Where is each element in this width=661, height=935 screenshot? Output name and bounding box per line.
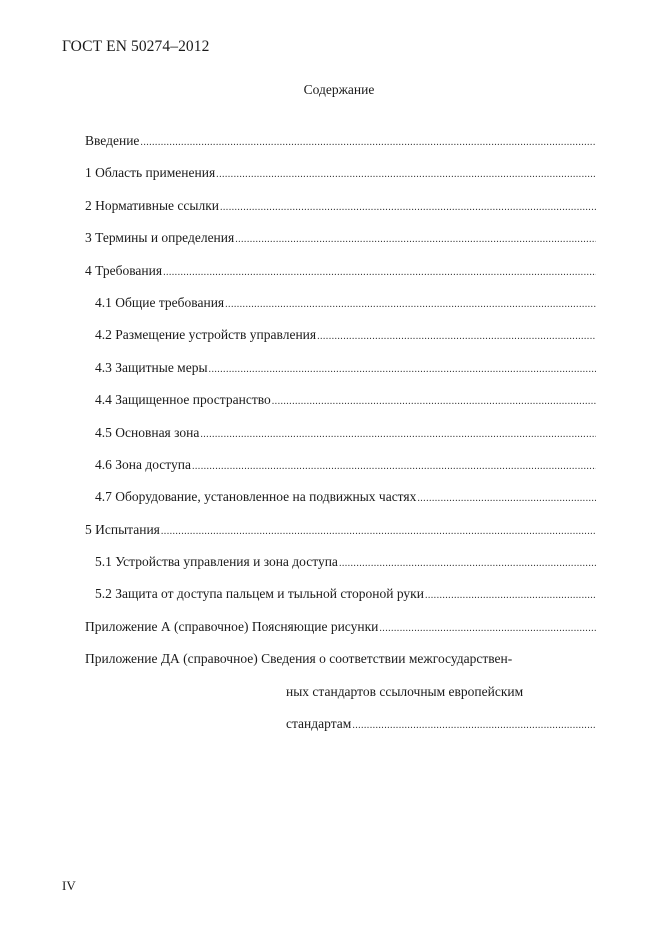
dot-leader [425, 590, 596, 601]
toc-entry-label: 5 Испытания [85, 521, 160, 537]
toc-entry-introduction[interactable] [85, 133, 596, 165]
dot-leader [192, 461, 596, 472]
toc-entry-section-4-3[interactable] [85, 360, 596, 392]
toc-entry-label: Приложение А (справочное) Поясняющие рисунки [85, 618, 379, 634]
toc-entry-section-5-2[interactable] [85, 586, 596, 618]
toc-entry-section-3[interactable] [85, 230, 596, 262]
dot-leader [317, 331, 596, 342]
toc-entry-label: 1 Область применения [85, 165, 216, 181]
toc-entry-label: 5.2 Защита от доступа пальцем и тыльной стороной руки [95, 586, 424, 602]
dot-leader [379, 623, 596, 634]
toc-entry-section-4-5[interactable] [85, 425, 596, 457]
toc-entry-section-5[interactable] [85, 522, 596, 554]
toc-entry-section-5-1[interactable] [85, 554, 596, 586]
dot-leader [339, 558, 596, 569]
toc-entry-label: Введение [85, 133, 140, 148]
dot-leader [163, 267, 596, 278]
dot-leader [209, 364, 596, 375]
page-number: IV [62, 878, 76, 893]
toc-entry-appendix-da[interactable] [85, 651, 596, 748]
toc-entry-appendix-a[interactable] [85, 619, 596, 651]
dot-leader [352, 720, 596, 731]
appendix-da-line-1 [85, 651, 596, 683]
dot-leader [417, 493, 596, 504]
toc-entry-section-4[interactable] [85, 263, 596, 295]
toc-entry-label: ных стандартов ссылочным европейским [286, 683, 524, 699]
toc-entry-label: 4.6 Зона доступа [95, 456, 191, 472]
toc-entry-label: 4.2 Размещение устройств управления [95, 327, 317, 343]
toc-entry-label: 4.5 Основная зона [95, 424, 200, 440]
toc-entry-label: стандартам [286, 716, 352, 732]
toc-entry-label: 4.3 Защитные меры [95, 359, 208, 375]
toc-entry-label: Приложение ДА (справочное) Сведения о соответствии межгосударствен- [85, 651, 513, 667]
dot-leader [272, 396, 596, 407]
toc-entry-label: 5.1 Устройства управления и зона доступа [95, 554, 338, 570]
toc-entry-section-4-7[interactable] [85, 489, 596, 521]
document-code: ГОСТ EN 50274–2012 [62, 38, 210, 55]
dot-leader [216, 169, 596, 180]
toc-entry-label: 3 Термины и определения [85, 230, 235, 246]
table-of-contents [85, 133, 596, 748]
dot-leader [220, 202, 596, 213]
dot-leader [140, 137, 596, 148]
toc-entry-section-4-4[interactable] [85, 392, 596, 424]
toc-title: Содержание [303, 82, 375, 97]
dot-leader [200, 429, 596, 440]
toc-entry-label: 4.4 Защищенное пространство [95, 392, 271, 408]
toc-entry-label: 4.7 Оборудование, установленное на подвижных частях [95, 489, 417, 505]
toc-entry-label: 4.1 Общие требования [95, 294, 225, 310]
dot-leader [161, 526, 596, 537]
dot-leader [225, 299, 596, 310]
toc-entry-section-4-6[interactable] [85, 457, 596, 489]
toc-entry-section-4-1[interactable] [85, 295, 596, 327]
toc-entry-label: 2 Нормативные ссылки [85, 197, 219, 213]
appendix-da-line-2 [85, 684, 596, 716]
toc-entry-section-2[interactable] [85, 198, 596, 230]
toc-entry-section-4-2[interactable] [85, 327, 596, 359]
toc-entry-section-1[interactable] [85, 165, 596, 197]
appendix-da-line-3 [85, 716, 596, 748]
toc-entry-label: 4 Требования [85, 262, 163, 278]
dot-leader [235, 234, 596, 245]
